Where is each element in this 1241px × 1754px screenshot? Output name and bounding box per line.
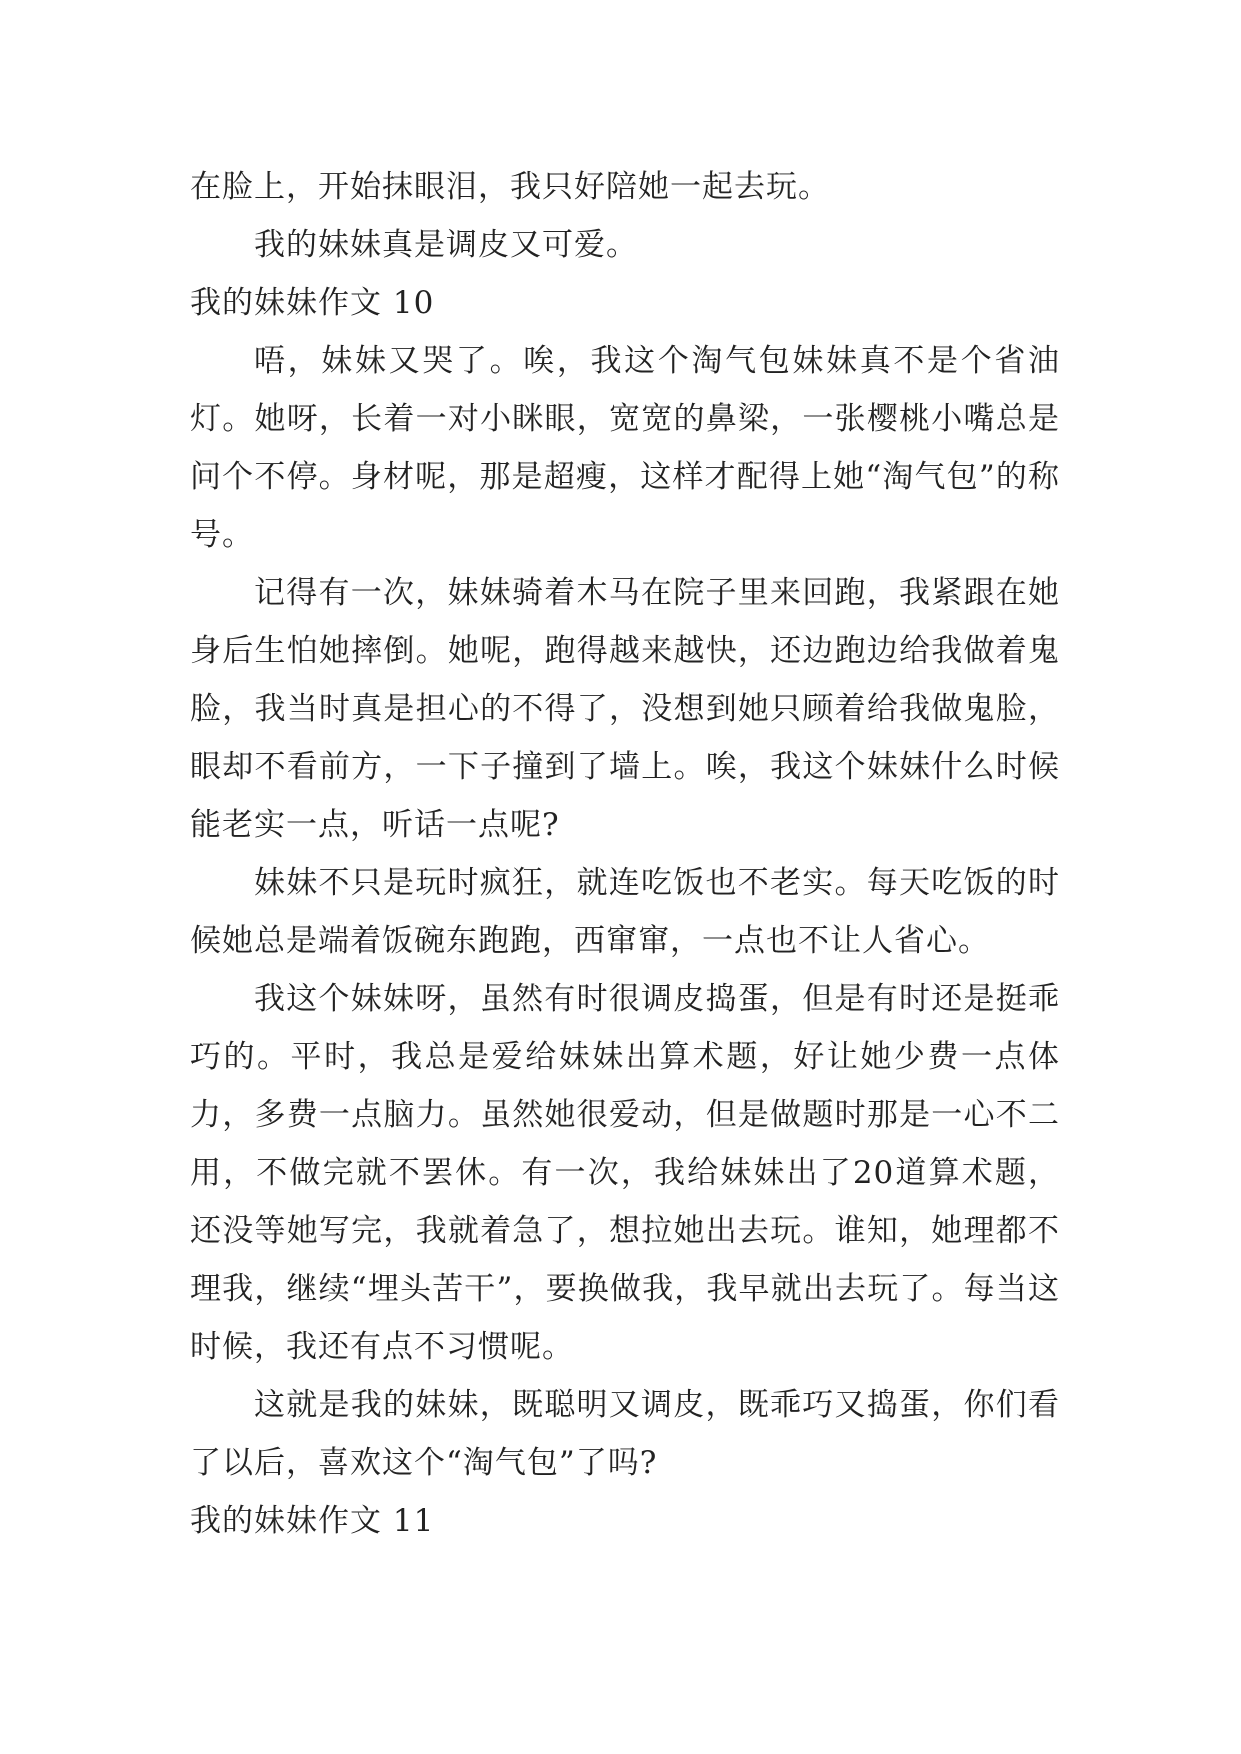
paragraph: 唔，妹妹又哭了。唉，我这个淘气包妹妹真不是个省油灯。她呀，长着一对小眯眼，宽宽的鼻梁，一张樱桃小嘴总是问个不停。身材呢，那是超瘦，这样才配得上她“淘气包”的称号。 (190, 343, 1060, 553)
paragraph: 妹妹不只是玩时疯狂，就连吃饭也不老实。每天吃饭的时候她总是端着饭碗东跑跑，西窜窜，一点也不让人省心。 (190, 865, 1060, 959)
paragraph: 我的妹妹真是调皮又可爱。 (254, 227, 638, 263)
essay-heading-10: 我的妹妹作文 10 (190, 285, 435, 321)
paragraph: 记得有一次，妹妹骑着木马在院子里来回跑，我紧跟在她身后生怕她摔倒。她呢，跑得越来越快，还边跑边给我做着鬼脸，我当时真是担心的不得了，没想到她只顾着给我做鬼脸，眼却不看前方，一下子撞到了墙上。唉，我这个妹妹什么时候能老实一点，听话一点呢? (190, 575, 1060, 843)
paragraph: 这就是我的妹妹，既聪明又调皮，既乖巧又捣蛋，你们看了以后，喜欢这个“淘气包”了吗? (190, 1387, 1060, 1481)
document-body (190, 158, 1060, 1550)
essay-heading-11: 我的妹妹作文 11 (190, 1503, 435, 1539)
paragraph: 我这个妹妹呀，虽然有时很调皮捣蛋，但是有时还是挺乖巧的。平时，我总是爱给妹妹出算术题，好让她少费一点体力，多费一点脑力。虽然她很爱动，但是做题时那是一心不二用，不做完就不罢休。有一次，我给妹妹出了20道算术题，还没等她写完，我就着急了，想拉她出去玩。谁知，她理都不理我，继续“埋头苦干”，要换做我，我早就出去玩了。每当这时候，我还有点不习惯呢。 (190, 981, 1060, 1365)
continuation-paragraph: 在脸上，开始抹眼泪，我只好陪她一起去玩。 (190, 169, 830, 205)
